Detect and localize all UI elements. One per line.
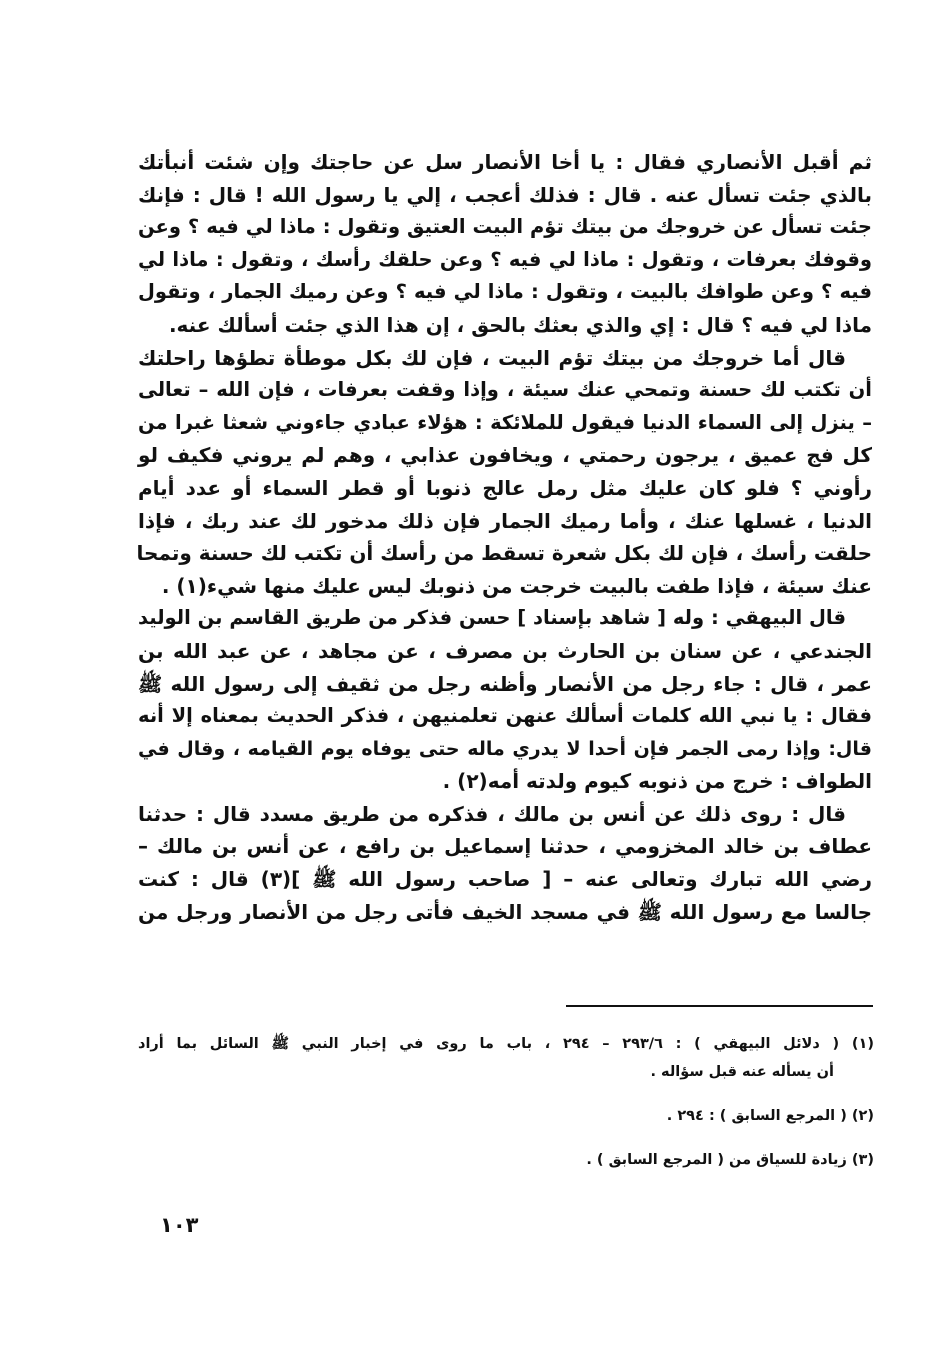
text-line: وقوفك بعرفات ، وتقول : ماذا لي فيه ؟ وعن حلقك رأسك ، وتقول : ماذا لي xyxy=(138,247,872,271)
footnote-separator xyxy=(566,1005,873,1007)
footnote-1-continuation: أن يسأله عنه قبل سؤاله . xyxy=(650,1064,834,1080)
text-line: الطواف : خرج من ذنوبه كيوم ولدته أمه(٢) . xyxy=(442,769,872,794)
page-number: ١٠٣ xyxy=(160,1213,199,1237)
text-line: كل فج عميق ، يرجون رحمتي ، ويخافون عذابي ، وهم لم يروني فكيف لو xyxy=(138,443,872,468)
text-line: ماذا لي فيه ؟ قال : إي والذي بعثك بالحق ، إن هذا الذي جئت أسألك عنه. xyxy=(168,312,872,337)
text-line: جالسا مع رسول الله ﷺ في مسجد الخيف فأتى رجل من الأنصار ورجل من xyxy=(138,899,872,924)
text-line: أن تكتب لك حسنة وتمحي عنك سيئة ، وإذا وقفت بعرفات ، فإن الله – تعالى xyxy=(138,378,872,402)
text-line: حلقت رأسك ، فإن لك بكل شعرة تسقط من رأسك أن تكتب لك حسنة وتمحا xyxy=(136,541,872,566)
main-text xyxy=(138,146,872,928)
footnotes xyxy=(138,1030,874,1174)
footnote-2: (٢) ( المرجع السابق ) : ٢٩٤ . xyxy=(666,1108,874,1124)
text-line: عمر ، قال : جاء رجل من الأنصار وأظنه رجل من ثقيف إلى رسول الله ﷺ xyxy=(138,671,872,696)
text-line: قال البيهقي : وله [ شاهد بإسناد ] حسن فذكر من طريق القاسم بن الوليد xyxy=(138,606,846,630)
text-line: رضي الله تبارك وتعالى عنه – [ صاحب رسول الله ﷺ ](٣) قال : كنت xyxy=(138,867,873,892)
text-line: بالذي جئت تسأل عنه . قال : فذلك أعجب ، إلي يا رسول الله ! قال : فإنك xyxy=(138,182,872,207)
text-line: الدنيا ، غسلها عنك ، وأما رميك الجمار فإن ذلك مدخور لك عند ربك ، فإذا xyxy=(138,508,872,533)
text-line: – ينزل إلى السماء الدنيا فيقول للملائكة : هؤلاء عبادي جاءوني شعثا غبرا من xyxy=(138,410,872,434)
text-line: الجندعي ، عن سنان بن الحارث بن مصرف ، عن مجاهد ، عن عبد الله بن xyxy=(138,638,872,663)
footnote-3: (٣) زيادة للسياق من ( المرجع السابق ) . xyxy=(586,1152,874,1168)
text-line: ثم أقبل الأنصاري فقال : يا أخا الأنصار سل عن حاجتك وإن شئت أنبأتك xyxy=(138,150,872,174)
text-line: عنك سيئة ، فإذا طفت بالبيت خرجت من ذنوبك ليس عليك منها شيء(١) . xyxy=(161,573,872,598)
text-line: قال: وإذا رمى الجمر فإن أحدا لا يدري ماله حتى يوفاه يوم القيامه ، وقال في xyxy=(138,737,872,760)
text-line: عطاف بن خالد المخزومي ، حدثنا إسماعيل بن رافع ، عن أنس بن مالك – xyxy=(138,834,872,859)
text-line: فقال : يا نبي الله كلمات أسألك عنهن تعلمنيهن ، فذكر الحديث بمعناه إلا أنه xyxy=(138,704,872,728)
text-line: قال : روى ذلك عن أنس بن مالك ، فذكره من طريق مسدد قال : حدثنا xyxy=(138,801,846,826)
text-line: فيه ؟ وعن طوافك بالبيت ، وتقول : ماذا لي فيه ؟ وعن رميك الجمار ، وتقول xyxy=(138,280,872,304)
footnote-1: (١) ( دلائل البيهقي ) : ٢٩٣/٦ – ٢٩٤ ، باب ما روى في إخبار النبي ﷺ السائل بما أراد xyxy=(138,1036,874,1052)
text-line: رأوني ؟ فلو كان عليك مثل رمل عالج ذنوبا أو قطر السماء أو عدد أيام xyxy=(138,475,872,500)
text-line: قال أما خروجك من بيتك تؤم البيت ، فإن لك بكل موطأة تطؤها راحلتك xyxy=(138,345,846,370)
text-line: جئت تسأل عن خروجك من بيتك تؤم البيت العتيق وتقول : ماذا لي فيه ؟ وعن xyxy=(138,215,872,239)
